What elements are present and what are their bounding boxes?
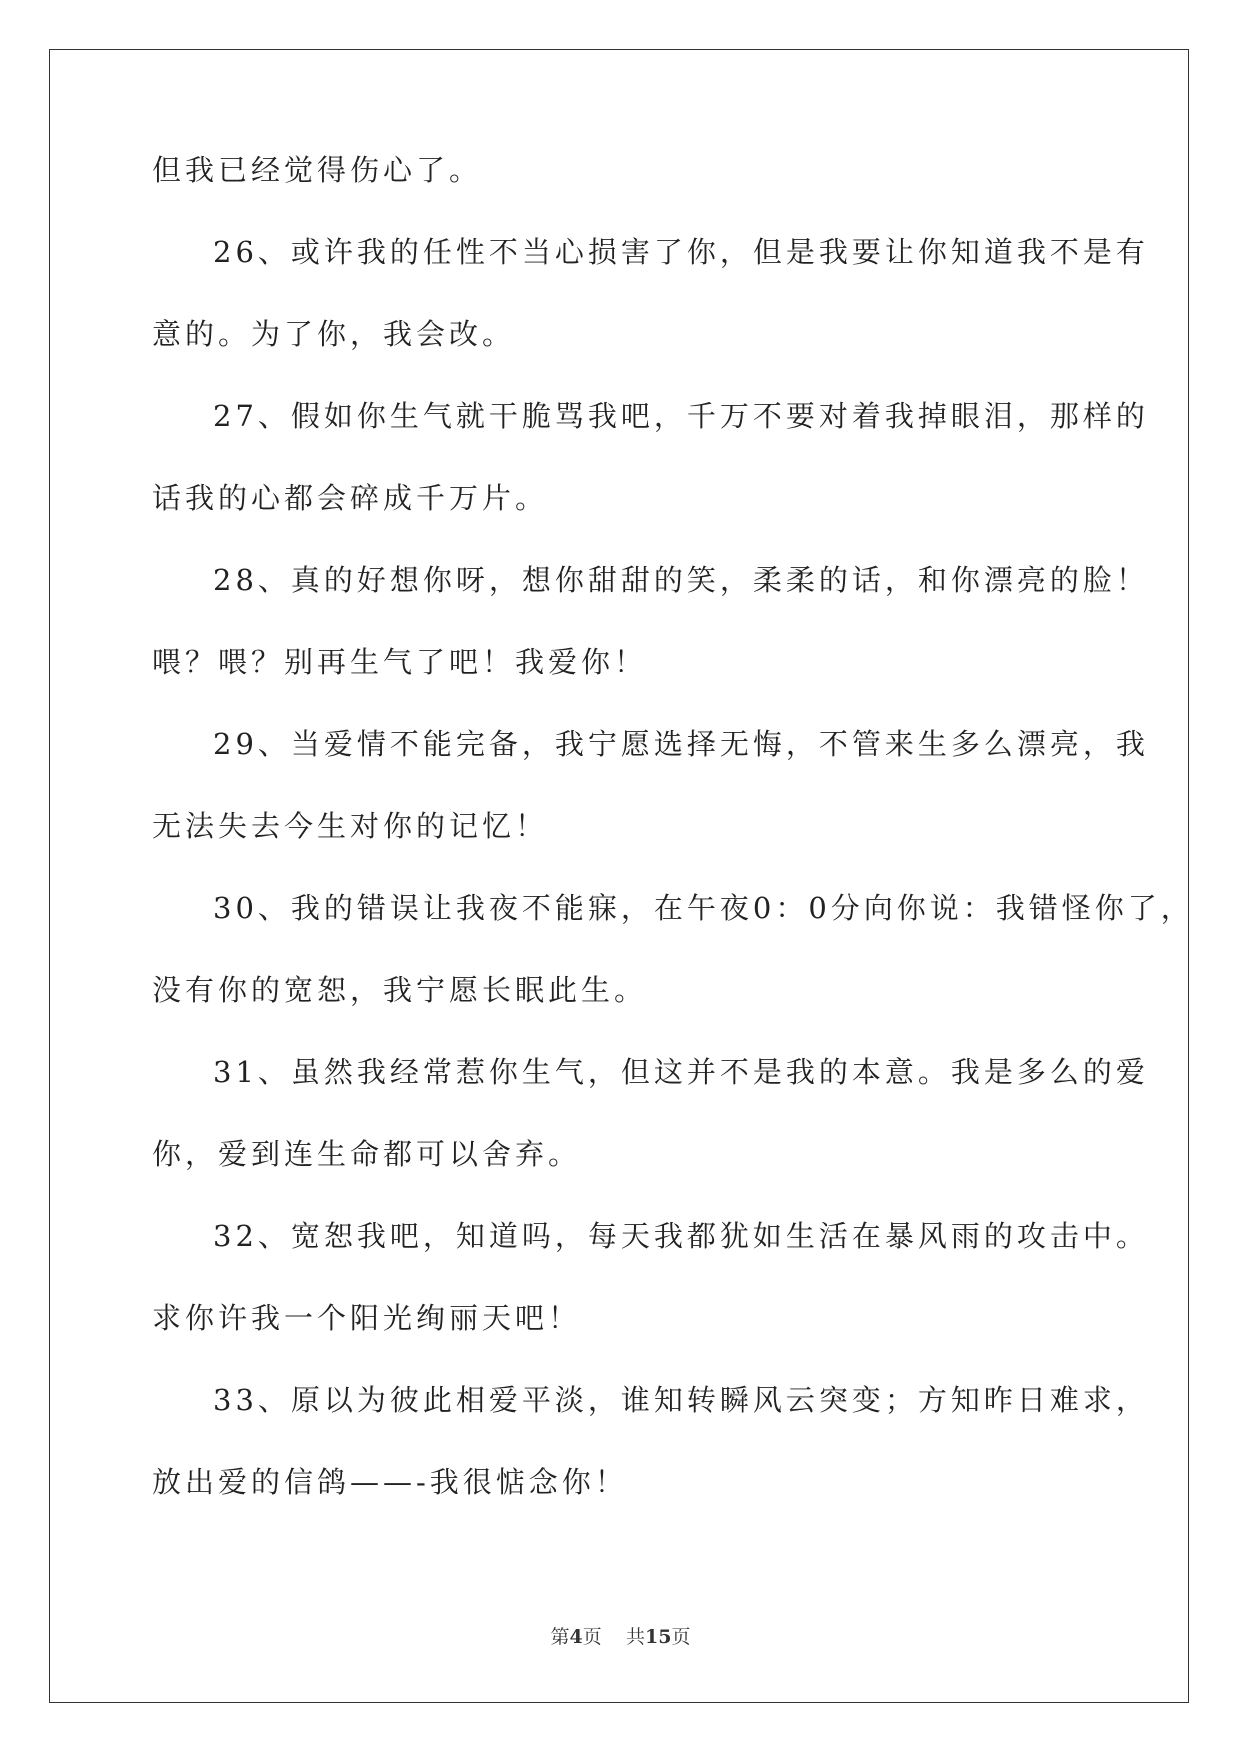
paragraph-line: 但我已经觉得伤心了。 — [152, 153, 483, 187]
paragraph-line: 意的。为了你，我会改。 — [152, 317, 516, 351]
current-page-number: 4 — [569, 1626, 583, 1648]
paragraph-line: 你，爱到连生命都可以舍弃。 — [152, 1137, 582, 1171]
paragraph-line-start: 27、假如你生气就干脆骂我吧，千万不要对着我掉眼泪，那样的 — [213, 399, 1149, 433]
paragraph-line-start: 30、我的错误让我夜不能寐，在午夜0：0分向你说：我错怪你了， — [213, 891, 1194, 925]
paragraph-line: 求你许我一个阳光绚丽天吧！ — [152, 1301, 582, 1335]
paragraph-line-start: 28、真的好想你呀，想你甜甜的笑，柔柔的话，和你漂亮的脸！ — [213, 563, 1149, 597]
paragraph-line: 没有你的宽恕，我宁愿长眠此生。 — [152, 973, 648, 1007]
footer-total-suffix: 页 — [671, 1626, 691, 1648]
paragraph-line-start: 29、当爱情不能完备，我宁愿选择无悔，不管来生多么漂亮，我 — [213, 727, 1149, 761]
paragraph-line: 放出爱的信鸽——-我很惦念你！ — [152, 1465, 628, 1499]
paragraph-line: 话我的心都会碎成千万片。 — [152, 481, 549, 515]
footer-page-suffix: 页 — [582, 1626, 602, 1648]
paragraph-line-start: 26、或许我的任性不当心损害了你，但是我要让你知道我不是有 — [213, 235, 1149, 269]
document-body — [152, 153, 1194, 1549]
paragraph-line-start: 33、原以为彼此相爱平淡，谁知转瞬风云突变；方知昨日难求， — [213, 1383, 1149, 1417]
total-page-number: 15 — [644, 1626, 672, 1648]
paragraph-line-start: 31、虽然我经常惹你生气，但这并不是我的本意。我是多么的爱 — [213, 1055, 1149, 1089]
footer-prefix: 第 — [550, 1626, 570, 1648]
paragraph-line: 喂？喂？别再生气了吧！我爱你！ — [152, 645, 648, 679]
footer-total-prefix: 共 — [625, 1626, 645, 1648]
paragraph-line: 无法失去今生对你的记忆！ — [152, 809, 549, 843]
paragraph-line-start: 32、宽恕我吧，知道吗，每天我都犹如生活在暴风雨的攻击中。 — [213, 1219, 1149, 1253]
page-footer — [0, 1622, 1241, 1649]
